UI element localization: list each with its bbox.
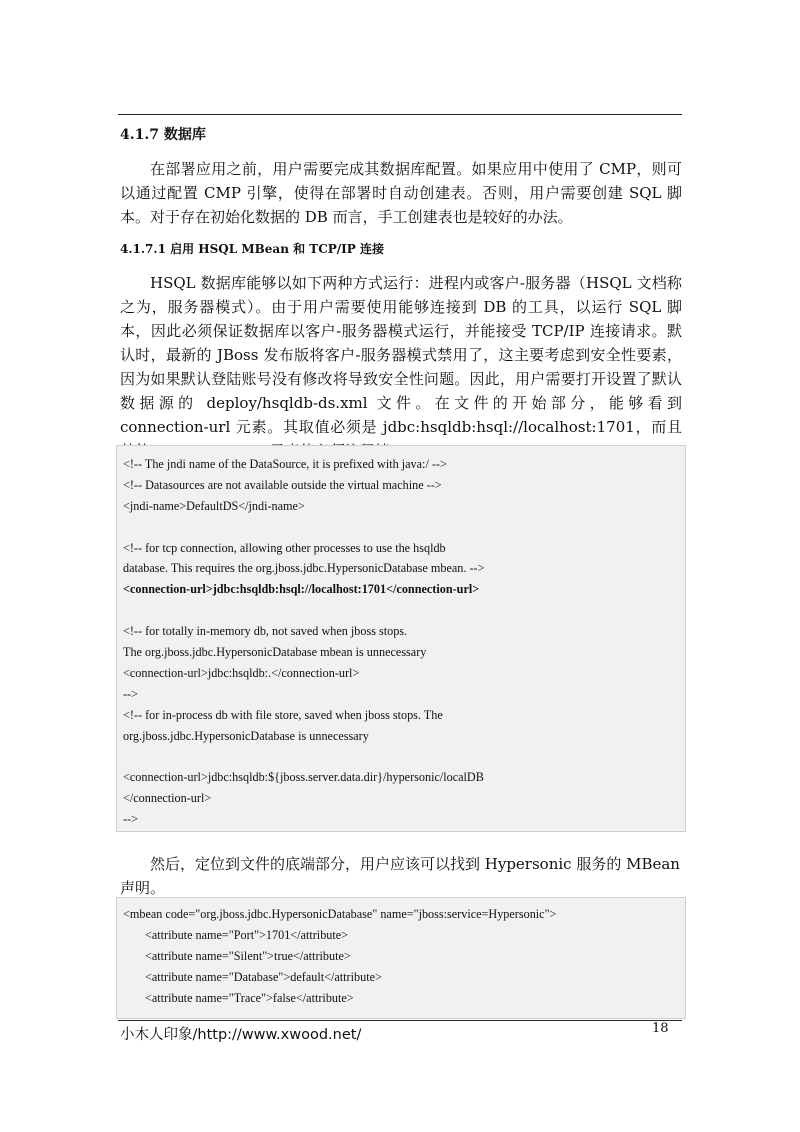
code-line: </connection-url> (123, 791, 212, 806)
code-line: org.jboss.jdbc.HypersonicDatabase is unnecessary (123, 728, 369, 743)
code-line: --> (123, 686, 138, 701)
code-line: <connection-url>jdbc:hsqldb:.</connection-url> (123, 665, 360, 680)
code-line: <!-- for tcp connection, allowing other processes to use the hsqldb (123, 540, 446, 555)
code-block-datasource (116, 445, 686, 832)
code-line: The org.jboss.jdbc.HypersonicDatabase mbean is unnecessary (123, 645, 427, 660)
section-heading: 4.1.7 数据库 (120, 127, 206, 143)
footer-site: 小木人印象/http://www.xwood.net/ (120, 1027, 362, 1043)
code-line: database. This requires the org.jboss.jdbc.HypersonicDatabase mbean. --> (123, 561, 485, 576)
code-line (123, 746, 685, 767)
code-line: --> (123, 812, 138, 827)
code-line: <!-- The jndi name of the DataSource, it is prefixed with java:/ --> (123, 457, 447, 471)
mbean-paragraph: 然后，定位到文件的底端部分，用户应该可以找到 Hypersonic 服务的 MBean 声明。 (120, 855, 680, 897)
code-line: <!-- for in-process db with file store, saved when jboss stops. The (123, 707, 443, 722)
code-line: <attribute name="Trace">false</attribute> (145, 990, 354, 1005)
code-line: <connection-url>jdbc:hsqldb:${jboss.server.data.dir}/hypersonic/localDB (123, 770, 484, 785)
code-line: <!-- for totally in-memory db, not saved when jboss stops. (123, 624, 408, 639)
code-line: <!-- Datasources are not available outside the virtual machine --> (123, 477, 442, 492)
code-line: <mbean code="org.jboss.jdbc.HypersonicDatabase" name="jboss:service=Hypersonic"> (123, 907, 557, 921)
code-line: <jndi-name>DefaultDS</jndi-name> (123, 498, 305, 513)
code-line: <attribute name="Silent">true</attribute> (145, 948, 351, 963)
footer-rule (118, 1020, 682, 1021)
code-line-highlighted: <connection-url>jdbc:hsqldb:hsql://localhost:1701</connection-url> (123, 582, 480, 597)
subsection-heading: 4.1.7.1 启用 HSQL MBean 和 TCP/IP 连接 (120, 242, 384, 256)
hsql-paragraph: HSQL 数据库能够以如下两种方式运行：进程内或客户-服务器（HSQL 文档称之为，服务器模式）。由于用户需要使用能够连接到 DB 的工具，以运行 SQL 脚本，因此必须保证数据库以客户-服务器模式运行，并能接受 TCP/IP 连接请求。默认时，最新的 JBoss 发布版将客户-服务器模式禁用了，这主要考虑到安全性要素，因为如果默认登陆账号没有修改将导致安全性问题。因此，用户需要打开设置了默认数据源的 deploy/hsqldb-ds.xml 文件。在文件的开始部分，能够看到 connection-url 元素。其取值必须是 jdbc:hsqldb:hsql://localhost:1701，而且 (120, 274, 682, 436)
code-line (123, 600, 685, 621)
code-line: <attribute name="Port">1701</attribute> (145, 927, 349, 942)
code-block-mbean (116, 897, 686, 1019)
page-number: 18 (652, 1021, 669, 1036)
code-line (123, 517, 685, 538)
code-line: <attribute name="Database">default</attribute> (145, 969, 382, 984)
intro-paragraph: 在部署应用之前，用户需要完成其数据库配置。如果应用中使用了 CMP，则可以通过配置 CMP 引擎，使得在部署时自动创建表。否则，用户需要创建 SQL 脚本。对于存在初始化数据的 DB 而言，手工创建表也是较好的办法。 (120, 160, 682, 226)
header-rule (118, 114, 682, 115)
